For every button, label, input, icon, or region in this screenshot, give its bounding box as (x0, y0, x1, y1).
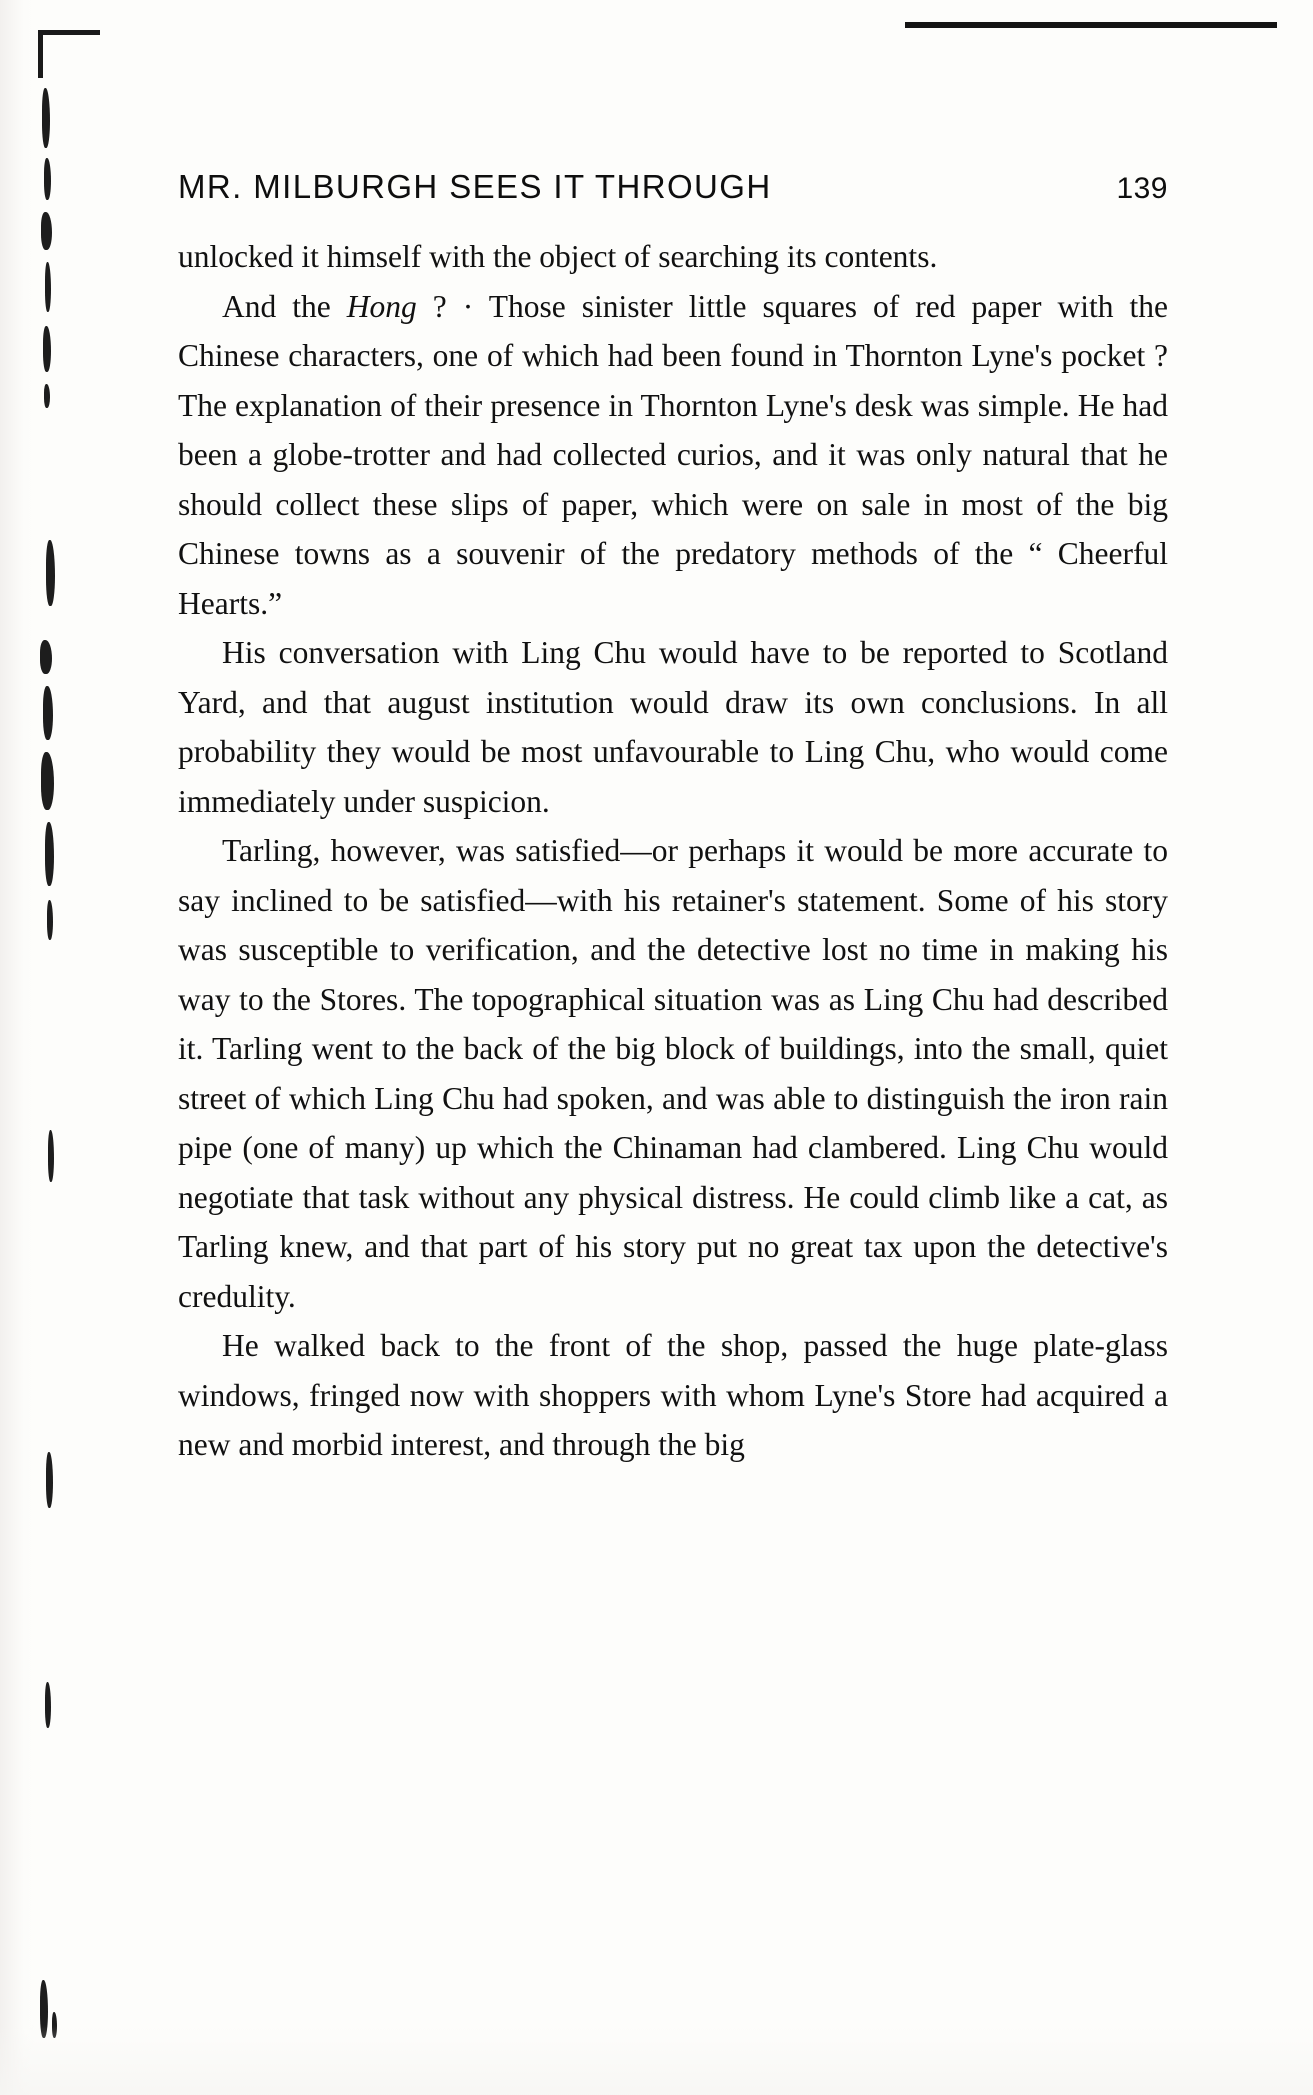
gutter-ink-fleck (52, 2012, 57, 2038)
paragraph-rest: ? · Those sinister little squares of red paper with the Chinese characters, one of which had been found in Thornton Lyne's pocket ? The explanation of their presence in Thornton Lyne's desk was simple. He had been a globe-trotter and had collected curios, and it was only natural that he should collect these slips of paper, which were on sale in most of the big Chinese towns as a souvenir of the predatory methods of the “ Cheerful Hearts.” (178, 288, 1169, 621)
gutter-ink-fleck (43, 686, 53, 740)
gutter-ink-fleck (47, 900, 53, 940)
gutter-ink-fleck (45, 822, 54, 886)
running-head-title: MR. MILBURGH SEES IT THROUGH (178, 168, 772, 205)
page-number: 139 (1116, 172, 1168, 205)
page-text-block (178, 0, 1168, 1470)
gutter-ink-fleck (45, 262, 51, 312)
paragraph: His conversation with Ling Chu would have to be reported to Scotland Yard, and that august institution would draw its own conclusions. In all probability they would be most unfavourable to Ling Chu, who would come immediately under suspicion. (178, 635, 1168, 819)
gutter-ink-fleck (43, 326, 51, 372)
page-gutter-shadow (0, 0, 34, 2095)
gutter-ink-fleck (40, 640, 52, 674)
gutter-ink-fleck (41, 752, 54, 810)
gutter-ink-fleck (48, 1130, 54, 1182)
paragraph: He walked back to the front of the shop, passed the huge plate-glass windows, fringed now with shoppers with whom Lyne's Store had acquired a new and morbid interest, and through the big (178, 1328, 1168, 1462)
page-border-rule-horizontal (38, 30, 100, 35)
gutter-ink-fleck (46, 540, 55, 606)
gutter-ink-fleck (46, 1452, 53, 1508)
gutter-ink-fleck (40, 1980, 48, 2038)
scan-vignette (0, 2025, 1313, 2095)
gutter-ink-fleck (45, 1682, 51, 1728)
body-text (178, 232, 1168, 1470)
paragraph: And the Hong ? · Those sinister little squares of red paper with the Chinese characters, one of which had been found in Thornton Lyne's pocket ? The explanation of their presence in Thornton Lyne's desk was simple. He had been a globe-trotter and had collected curios, and it was only natural that he should collect these slips of paper, which were on sale in most of the big Chinese towns as a souvenir of the predatory methods of the “ Cheerful Hearts.” (178, 288, 1169, 621)
gutter-ink-fleck (41, 212, 52, 250)
page-border-rule-vertical (38, 30, 43, 78)
gutter-ink-fleck (44, 384, 50, 408)
paragraph: unlocked it himself with the object of searching its contents. (178, 239, 938, 274)
gutter-ink-fleck (42, 88, 50, 148)
gutter-ink-fleck (44, 158, 51, 200)
paragraph: Tarling, however, was satisfied—or perhaps it would be more accurate to say inclined to be satisfied—with his retainer's statement. Some of his story was susceptible to verification, and the detective lost no time in making his way to the Stores. The topographical situation was as Ling Chu had described it. Tarling went to the back of the big block of buildings, into the small, quiet street of which Ling Chu had spoken, and was able to distinguish the iron rain pipe (one of many) up which the Chinaman had clambered. Ling Chu would negotiate that task without any physical distress. He could climb like a cat, as Tarling knew, and that part of his story put no great tax upon the detective's credulity. (178, 833, 1168, 1314)
italic-term-hong: Hong (346, 288, 417, 324)
running-head (178, 0, 1168, 206)
